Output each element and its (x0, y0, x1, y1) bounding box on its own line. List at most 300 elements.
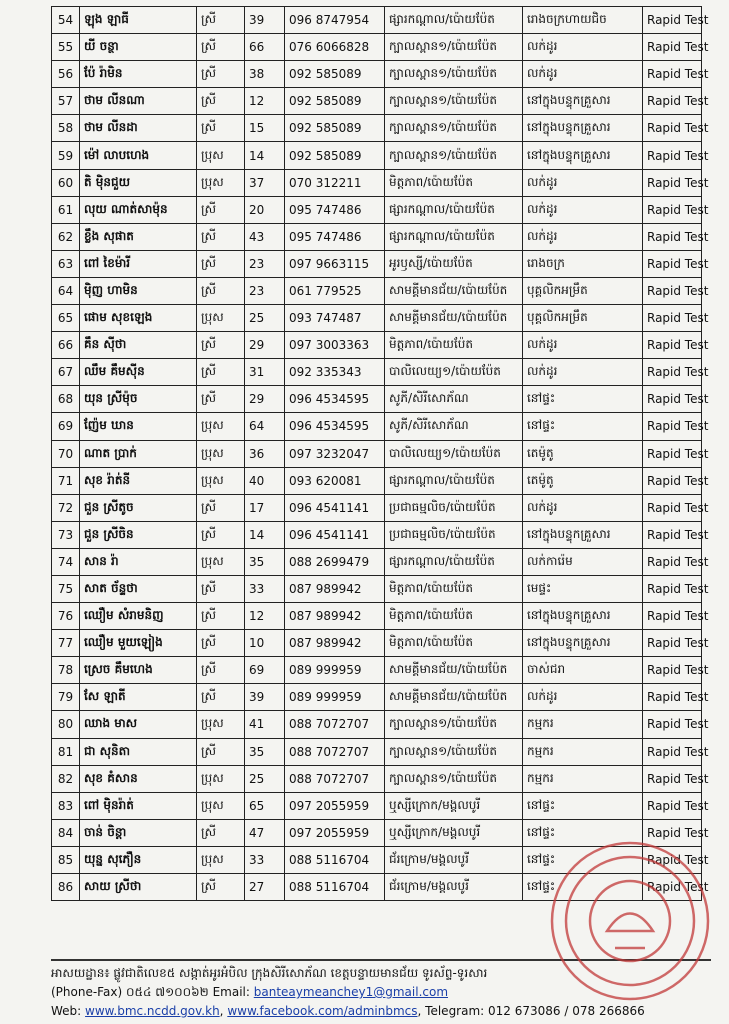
row-number: 58 (52, 115, 80, 142)
occupation-cell: នៅក្នុងបន្ទុកគ្រួសារ (523, 142, 643, 169)
row-number: 79 (52, 684, 80, 711)
person-name: យី ចន្ថា (80, 34, 197, 61)
address-cell: បាលិលេយ្យ១/ប៉ោយប៉ែត (385, 440, 523, 467)
test-type-cell: Rapid Test (643, 575, 702, 602)
person-name: ឈឿម មួយឡៀង (80, 630, 197, 657)
address-cell: មិត្តភាព/ប៉ោយប៉ែត (385, 169, 523, 196)
row-number: 67 (52, 359, 80, 386)
row-number: 55 (52, 34, 80, 61)
test-type-cell: Rapid Test (643, 142, 702, 169)
address-cell: ឬស្សីក្រោក/មង្គលបូរី (385, 792, 523, 819)
address-cell: ក្បាលស្ពាន១/ប៉ោយប៉ែត (385, 711, 523, 738)
sex-cell: ស្រី (197, 7, 245, 34)
test-type-cell: Rapid Test (643, 603, 702, 630)
phone-cell: 097 3232047 (285, 440, 385, 467)
test-type-cell: Rapid Test (643, 34, 702, 61)
age-cell: 27 (245, 874, 285, 901)
address-cell: ផ្សារកណ្ដាល/ប៉ោយប៉ែត (385, 548, 523, 575)
table-row (52, 332, 702, 359)
footer-web-label: Web: (51, 1004, 82, 1018)
row-number: 78 (52, 657, 80, 684)
footer-address: អាសយដ្ឋាន៖ ផ្លូវជាតិលេខ៥ សង្កាត់អូរអំបិល ក្រុងសិរីសោភ័ណ ខេត្តបន្ទាយមានជ័យ ទូរស័ព្ទ-ទូរសារ (51, 966, 488, 980)
sex-cell: ប្រុស (197, 846, 245, 873)
sex-cell: ប្រុស (197, 548, 245, 575)
sex-cell: ប្រុស (197, 413, 245, 440)
test-type-cell: Rapid Test (643, 494, 702, 521)
person-name: ខ្លឹង សុផាត (80, 223, 197, 250)
row-number: 54 (52, 7, 80, 34)
address-cell: មិត្តភាព/ប៉ោយប៉ែត (385, 575, 523, 602)
occupation-cell: រោងចក្រហាយជិច (523, 7, 643, 34)
footer-phone-label: (Phone-Fax) (51, 985, 123, 999)
case-list-body (52, 7, 709, 901)
sex-cell: ប្រុស (197, 305, 245, 332)
age-cell: 37 (245, 169, 285, 196)
occupation-cell: នៅក្នុងបន្ទុកគ្រួសារ (523, 88, 643, 115)
row-number: 64 (52, 277, 80, 304)
table-row (52, 494, 702, 521)
sex-cell: ស្រី (197, 521, 245, 548)
occupation-cell: នៅផ្ទះ (523, 846, 643, 873)
person-name: ណាត ប្រាក់ (80, 440, 197, 467)
sex-cell: ស្រី (197, 684, 245, 711)
address-cell: ឬស្សីក្រោក/មង្គលបូរី (385, 819, 523, 846)
occupation-cell: មេផ្ទះ (523, 575, 643, 602)
sex-cell: ស្រី (197, 61, 245, 88)
test-type-cell: Rapid Test (643, 88, 702, 115)
sex-cell: ប្រុស (197, 169, 245, 196)
test-type-cell: Rapid Test (643, 521, 702, 548)
table-row (52, 386, 702, 413)
address-cell: សាមគ្គីមានជ័យ/ប៉ោយប៉ែត (385, 305, 523, 332)
footer-website-link[interactable]: www.bmc.ncdd.gov.kh (85, 1004, 220, 1018)
sex-cell: ស្រី (197, 386, 245, 413)
test-type-cell: Rapid Test (643, 115, 702, 142)
test-type-cell: Rapid Test (643, 196, 702, 223)
phone-cell: 092 585089 (285, 61, 385, 88)
table-row (52, 819, 702, 846)
table-row (52, 359, 702, 386)
table-row (52, 250, 702, 277)
test-type-cell: Rapid Test (643, 657, 702, 684)
table-row (52, 467, 702, 494)
address-cell: មិត្តភាព/ប៉ោយប៉ែត (385, 603, 523, 630)
sex-cell: ប្រុស (197, 142, 245, 169)
occupation-cell: នៅក្នុងបន្ទុកគ្រួសារ (523, 603, 643, 630)
test-type-cell: Rapid Test (643, 874, 702, 901)
age-cell: 15 (245, 115, 285, 142)
phone-cell: 087 989942 (285, 603, 385, 630)
person-name: យុន្ន សុភឿន (80, 846, 197, 873)
test-type-cell: Rapid Test (643, 386, 702, 413)
phone-cell: 093 620081 (285, 467, 385, 494)
age-cell: 33 (245, 846, 285, 873)
table-row (52, 603, 702, 630)
phone-cell: 088 2699479 (285, 548, 385, 575)
sex-cell: ស្រី (197, 738, 245, 765)
table-row (52, 277, 702, 304)
test-type-cell: Rapid Test (643, 305, 702, 332)
age-cell: 14 (245, 142, 285, 169)
row-number: 70 (52, 440, 80, 467)
occupation-cell: លក់ដូរ (523, 494, 643, 521)
test-type-cell: Rapid Test (643, 738, 702, 765)
phone-cell: 096 4534595 (285, 413, 385, 440)
address-cell: មិត្តភាព/ប៉ោយប៉ែត (385, 630, 523, 657)
person-name: យុន ស្រីម៉ុច (80, 386, 197, 413)
row-number: 56 (52, 61, 80, 88)
address-cell: ប្រជាធម្មលិច/ប៉ោយប៉ែត (385, 521, 523, 548)
table-row (52, 440, 702, 467)
age-cell: 25 (245, 765, 285, 792)
sex-cell: ស្រី (197, 603, 245, 630)
person-name: ជា សុនិតា (80, 738, 197, 765)
person-name: ប៉ែ រ៉ាមិន (80, 61, 197, 88)
sex-cell: ប្រុស (197, 765, 245, 792)
phone-cell: 092 585089 (285, 115, 385, 142)
phone-cell: 076 6066828 (285, 34, 385, 61)
phone-cell: 087 989942 (285, 630, 385, 657)
sex-cell: ស្រី (197, 494, 245, 521)
table-row (52, 765, 702, 792)
sex-cell: ស្រី (197, 88, 245, 115)
row-number: 85 (52, 846, 80, 873)
occupation-cell: បុគ្គលិកអម្រឹត (523, 305, 643, 332)
age-cell: 20 (245, 196, 285, 223)
person-name: ឈឹម គឹមស៊ីន (80, 359, 197, 386)
row-number: 60 (52, 169, 80, 196)
age-cell: 12 (245, 603, 285, 630)
footer-telegram-label: Telegram: (425, 1004, 485, 1018)
phone-cell: 087 989942 (285, 575, 385, 602)
phone-cell: 061 779525 (285, 277, 385, 304)
phone-cell: 089 999959 (285, 684, 385, 711)
row-number: 59 (52, 142, 80, 169)
person-name: ស្រេច គឹមហេង (80, 657, 197, 684)
sex-cell: ប្រុស (197, 440, 245, 467)
age-cell: 66 (245, 34, 285, 61)
age-cell: 40 (245, 467, 285, 494)
table-row (52, 413, 702, 440)
occupation-cell: តេម៉ូតូ (523, 440, 643, 467)
row-number: 65 (52, 305, 80, 332)
address-cell: បាលិលេយ្យ១/ប៉ោយប៉ែត (385, 359, 523, 386)
sex-cell: ស្រី (197, 34, 245, 61)
row-number: 69 (52, 413, 80, 440)
address-cell: ក្បាលស្ពាន១/ប៉ោយប៉ែត (385, 61, 523, 88)
address-cell: ក្បាលស្ពាន១/ប៉ោយប៉ែត (385, 115, 523, 142)
row-number: 72 (52, 494, 80, 521)
table-row (52, 657, 702, 684)
test-type-cell: Rapid Test (643, 711, 702, 738)
age-cell: 10 (245, 630, 285, 657)
test-type-cell: Rapid Test (643, 819, 702, 846)
table-row (52, 846, 702, 873)
table-row (52, 223, 702, 250)
occupation-cell: លក់ដូរ (523, 684, 643, 711)
person-name: សាត ច័ន្ទថា (80, 575, 197, 602)
test-type-cell: Rapid Test (643, 61, 702, 88)
person-name: ម៉ៅ លាបហេង (80, 142, 197, 169)
address-cell: សាមគ្គីមានជ័យ/ប៉ោយប៉ែត (385, 657, 523, 684)
sex-cell: ស្រី (197, 874, 245, 901)
person-name: ឈឿម សំរាមនិញ (80, 603, 197, 630)
row-number: 81 (52, 738, 80, 765)
sex-cell: ស្រី (197, 223, 245, 250)
person-name: ផោម សុខឡេង (80, 305, 197, 332)
row-number: 77 (52, 630, 80, 657)
footer-email-link[interactable]: banteaymeanchey1@gmail.com (253, 985, 449, 999)
age-cell: 23 (245, 277, 285, 304)
row-number: 63 (52, 250, 80, 277)
footer-contact-line (51, 983, 711, 1002)
person-name: សែ ឡាតី (80, 684, 197, 711)
table-row (52, 142, 702, 169)
occupation-cell: លក់ការ៉េម (523, 548, 643, 575)
address-cell: អូរឫស្សី/ប៉ោយប៉ែត (385, 250, 523, 277)
table-row (52, 169, 702, 196)
occupation-cell: នៅផ្ទះ (523, 792, 643, 819)
test-type-cell: Rapid Test (643, 684, 702, 711)
occupation-cell: កម្មករ (523, 765, 643, 792)
phone-cell: 095 747486 (285, 223, 385, 250)
person-name: ញ៉ែម ឃាន (80, 413, 197, 440)
table-row (52, 305, 702, 332)
phone-cell: 093 747487 (285, 305, 385, 332)
sex-cell: ស្រី (197, 575, 245, 602)
phone-cell: 092 585089 (285, 142, 385, 169)
occupation-cell: លក់ដូរ (523, 61, 643, 88)
occupation-cell: លក់ដូរ (523, 223, 643, 250)
occupation-cell: លក់ដូរ (523, 169, 643, 196)
age-cell: 69 (245, 657, 285, 684)
sex-cell: ស្រី (197, 359, 245, 386)
age-cell: 31 (245, 359, 285, 386)
occupation-cell: នៅផ្ទះ (523, 819, 643, 846)
table-row (52, 711, 702, 738)
row-number: 62 (52, 223, 80, 250)
occupation-cell: នៅក្នុងបន្ទុកគ្រួសារ (523, 521, 643, 548)
address-cell: ផ្សារកណ្ដាល/ប៉ោយប៉ែត (385, 223, 523, 250)
address-cell: ជ័រក្រោម/មង្គលបូរី (385, 874, 523, 901)
table-row (52, 7, 702, 34)
age-cell: 43 (245, 223, 285, 250)
age-cell: 25 (245, 305, 285, 332)
row-number: 80 (52, 711, 80, 738)
age-cell: 39 (245, 7, 285, 34)
occupation-cell: បុគ្គលិកអម្រឹត (523, 277, 643, 304)
person-name: ថាម លីនណា (80, 88, 197, 115)
address-cell: សាមគ្គីមានជ័យ/ប៉ោយប៉ែត (385, 684, 523, 711)
test-type-cell: Rapid Test (643, 359, 702, 386)
footer-address-line (51, 964, 711, 983)
table-row (52, 738, 702, 765)
test-type-cell: Rapid Test (643, 223, 702, 250)
occupation-cell: លក់ដូរ (523, 359, 643, 386)
occupation-cell: នៅផ្ទះ (523, 413, 643, 440)
person-name: សុខ គំសាន (80, 765, 197, 792)
phone-cell: 089 999959 (285, 657, 385, 684)
person-name: ជួន ស្រីចិន (80, 521, 197, 548)
phone-cell: 097 2055959 (285, 792, 385, 819)
sex-cell: ស្រី (197, 630, 245, 657)
person-name: ថាម លីនដា (80, 115, 197, 142)
person-name: ចាន់ ចិន្តា (80, 819, 197, 846)
person-name: គឹន ស៊ីថា (80, 332, 197, 359)
table-row (52, 521, 702, 548)
test-type-cell: Rapid Test (643, 467, 702, 494)
row-number: 66 (52, 332, 80, 359)
row-number: 71 (52, 467, 80, 494)
table-row (52, 115, 702, 142)
phone-cell: 088 5116704 (285, 874, 385, 901)
phone-cell: 092 335343 (285, 359, 385, 386)
person-name: ឈាង មាស (80, 711, 197, 738)
occupation-cell: លក់ដូរ (523, 332, 643, 359)
occupation-cell: នៅផ្ទះ (523, 874, 643, 901)
age-cell: 23 (245, 250, 285, 277)
address-cell: ក្បាលស្ពាន១/ប៉ោយប៉ែត (385, 765, 523, 792)
row-number: 82 (52, 765, 80, 792)
footer-telegram-value: 012 673086 / 078 266866 (488, 1004, 645, 1018)
age-cell: 29 (245, 386, 285, 413)
occupation-cell: រោងចក្រ (523, 250, 643, 277)
age-cell: 38 (245, 61, 285, 88)
person-name: សុខ រ៉ាត់នី (80, 467, 197, 494)
phone-cell: 092 585089 (285, 88, 385, 115)
sex-cell: ប្រុស (197, 792, 245, 819)
occupation-cell: នៅក្នុងបន្ទុកគ្រួសារ (523, 115, 643, 142)
address-cell: ក្បាលស្ពាន១/ប៉ោយប៉ែត (385, 88, 523, 115)
row-number: 76 (52, 603, 80, 630)
phone-cell: 097 3003363 (285, 332, 385, 359)
occupation-cell: ចាស់ជរា (523, 657, 643, 684)
phone-cell: 097 2055959 (285, 819, 385, 846)
phone-cell: 088 7072707 (285, 738, 385, 765)
sex-cell: ស្រី (197, 657, 245, 684)
row-number: 68 (52, 386, 80, 413)
age-cell: 33 (245, 575, 285, 602)
table-row (52, 196, 702, 223)
age-cell: 41 (245, 711, 285, 738)
test-type-cell: Rapid Test (643, 169, 702, 196)
age-cell: 65 (245, 792, 285, 819)
test-type-cell: Rapid Test (643, 413, 702, 440)
occupation-cell: លក់ដូរ (523, 196, 643, 223)
phone-cell: 096 4541141 (285, 494, 385, 521)
age-cell: 36 (245, 440, 285, 467)
table-row (52, 88, 702, 115)
table-row (52, 548, 702, 575)
footer-phone-value: ០៥៤ ៧១០០៦២ (125, 985, 209, 999)
table-row (52, 61, 702, 88)
age-cell: 35 (245, 548, 285, 575)
phone-cell: 070 312211 (285, 169, 385, 196)
age-cell: 14 (245, 521, 285, 548)
table-row (52, 575, 702, 602)
row-number: 86 (52, 874, 80, 901)
row-number: 84 (52, 819, 80, 846)
address-cell: ក្បាលស្ពាន១/ប៉ោយប៉ែត (385, 738, 523, 765)
row-number: 57 (52, 88, 80, 115)
sex-cell: ស្រី (197, 115, 245, 142)
address-cell: ផ្សារកណ្ដាល/ប៉ោយប៉ែត (385, 196, 523, 223)
address-cell: សូភី/សិរីសោភ័ណ (385, 386, 523, 413)
occupation-cell: នៅក្នុងបន្ទុកគ្រួសារ (523, 630, 643, 657)
sex-cell: ស្រី (197, 332, 245, 359)
phone-cell: 096 4541141 (285, 521, 385, 548)
phone-cell: 096 4534595 (285, 386, 385, 413)
table-row (52, 630, 702, 657)
address-cell: ក្បាលស្ពាន១/ប៉ោយប៉ែត (385, 34, 523, 61)
age-cell: 47 (245, 819, 285, 846)
address-cell: សូភី/សិរីសោភ័ណ (385, 413, 523, 440)
test-type-cell: Rapid Test (643, 846, 702, 873)
test-type-cell: Rapid Test (643, 792, 702, 819)
address-cell: សាមគ្គីមានជ័យ/ប៉ោយប៉ែត (385, 277, 523, 304)
address-cell: ផ្សារកណ្ដាល/ប៉ោយប៉ែត (385, 467, 523, 494)
person-name: ម៉ិញ ហាមិន (80, 277, 197, 304)
address-cell: ផ្សារកណ្ដាល/ប៉ោយប៉ែត (385, 7, 523, 34)
test-type-cell: Rapid Test (643, 440, 702, 467)
occupation-cell: កម្មករ (523, 711, 643, 738)
age-cell: 17 (245, 494, 285, 521)
person-name: សាន រ៉ា (80, 548, 197, 575)
test-type-cell: Rapid Test (643, 7, 702, 34)
address-cell: ជ័រក្រោម/មង្គលបូរី (385, 846, 523, 873)
sex-cell: ស្រី (197, 277, 245, 304)
footer-facebook-link[interactable]: www.facebook.com/adminbmcs (227, 1004, 418, 1018)
occupation-cell: កម្មករ (523, 738, 643, 765)
phone-cell: 088 5116704 (285, 846, 385, 873)
address-cell: មិត្តភាព/ប៉ោយប៉ែត (385, 332, 523, 359)
phone-cell: 088 7072707 (285, 765, 385, 792)
person-name: តិ ម៉ិនជួយ (80, 169, 197, 196)
person-name: ពៅ ម៉ិនរ៉ាត់ (80, 792, 197, 819)
table-row (52, 684, 702, 711)
age-cell: 12 (245, 88, 285, 115)
phone-cell: 095 747486 (285, 196, 385, 223)
row-number: 73 (52, 521, 80, 548)
person-name: សាយ ស្រីថា (80, 874, 197, 901)
table-row (52, 34, 702, 61)
sex-cell: ប្រុស (197, 711, 245, 738)
age-cell: 35 (245, 738, 285, 765)
age-cell: 39 (245, 684, 285, 711)
test-type-cell: Rapid Test (643, 548, 702, 575)
sex-cell: ស្រី (197, 250, 245, 277)
table-row (52, 874, 702, 901)
age-cell: 64 (245, 413, 285, 440)
row-number: 74 (52, 548, 80, 575)
age-cell: 29 (245, 332, 285, 359)
phone-cell: 096 8747954 (285, 7, 385, 34)
occupation-cell: លក់ដូរ (523, 34, 643, 61)
test-type-cell: Rapid Test (643, 630, 702, 657)
table-row (52, 792, 702, 819)
row-number: 75 (52, 575, 80, 602)
footer-web-line: Web: www.bmc.ncdd.gov.kh, www.facebook.com/adminbmcs, Telegram: 012 673086 / 078 266866 (51, 1004, 645, 1018)
occupation-cell: តេម៉ូតូ (523, 467, 643, 494)
sex-cell: ស្រី (197, 819, 245, 846)
row-number: 61 (52, 196, 80, 223)
phone-cell: 097 9663115 (285, 250, 385, 277)
person-name: ជួន ស្រីតូច (80, 494, 197, 521)
person-name: ពៅ ខៃម៉ារី (80, 250, 197, 277)
sex-cell: ប្រុស (197, 467, 245, 494)
test-type-cell: Rapid Test (643, 765, 702, 792)
person-name: ឡុង ឡាធី (80, 7, 197, 34)
